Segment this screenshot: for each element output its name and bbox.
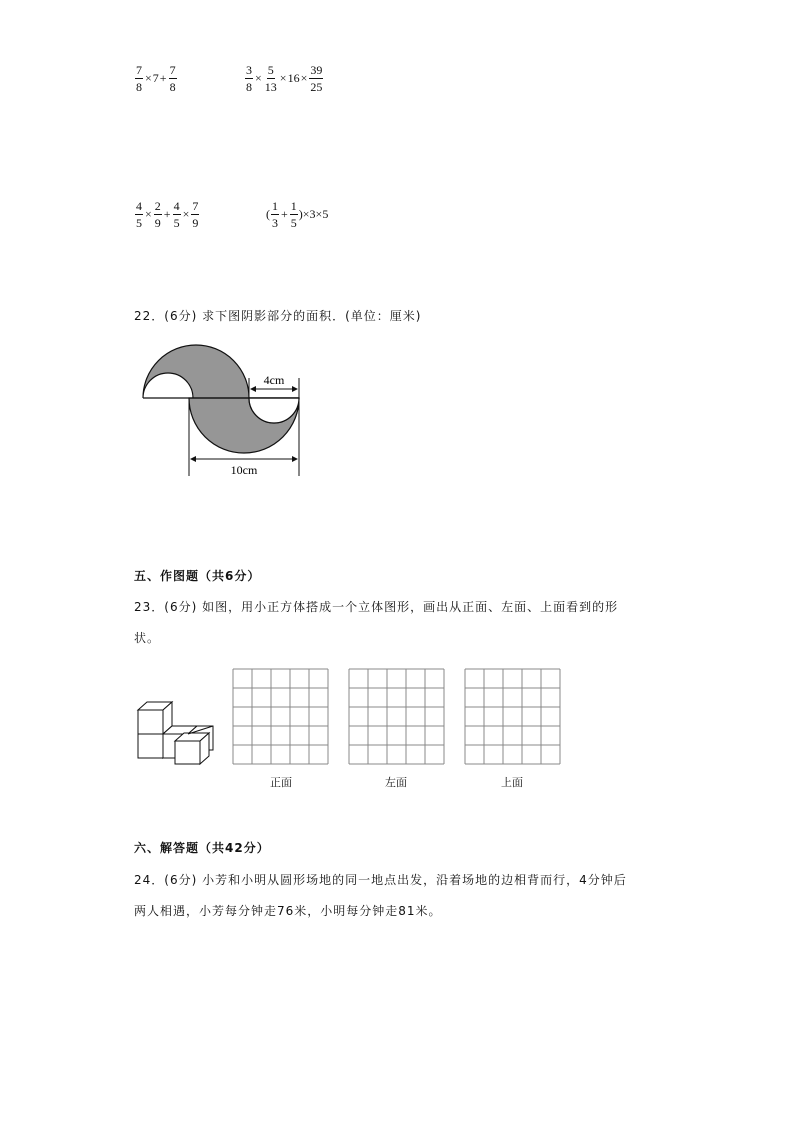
fraction: $\frac{7}{9}$: [192, 199, 199, 230]
view-label-front: 正面: [270, 776, 292, 789]
front-view-grid: [233, 669, 328, 764]
fraction: $\frac{4}{5}$: [136, 199, 142, 230]
fraction: $\frac{7}{8}$: [169, 63, 176, 94]
top-view-grid: [465, 669, 560, 764]
dimension-10cm-label: 10cm: [230, 463, 258, 477]
fraction: $\frac{1}{3}$: [272, 199, 278, 230]
fraction: $\frac{3}{8}$: [246, 63, 252, 94]
fraction: $\frac{5}{13}$: [264, 63, 277, 94]
dimension-4cm-label: 4cm: [263, 373, 285, 387]
expression-3: $\frac{4}{5}$ × $\frac{2}{9}$ + $\frac{4}{5}$ × $\frac{7}{9}$: [136, 199, 199, 230]
view-label-left: 左面: [385, 776, 407, 789]
expression-2: $\frac{3}{8}$ × $\frac{5}{13}$ × 16 × $\frac{39}{25}$: [246, 63, 323, 94]
question-23-line-2: 状。: [134, 631, 161, 645]
fraction: $\frac{2}{9}$: [154, 199, 161, 230]
cube-stack-figure: [138, 702, 213, 764]
question-23-line-1: 23．(6分) 如图，用小正方体搭成一个立体图形，画出从正面、左面、上面看到的形: [134, 600, 619, 614]
question-24-line-2: 两人相遇，小芳每分钟走76米，小明每分钟走81米。: [134, 904, 442, 918]
left-view-grid: [349, 669, 444, 764]
section-5-title: 五、作图题（共6分）: [134, 569, 261, 583]
fraction: $\frac{7}{8}$: [136, 63, 142, 94]
fraction: $\frac{4}{5}$: [173, 199, 180, 230]
fraction: $\frac{1}{5}$: [290, 199, 297, 230]
expression-1: $\frac{7}{8}$ × 7 + $\frac{7}{8}$: [136, 63, 176, 94]
view-grids: [233, 669, 560, 764]
fraction: $\frac{39}{25}$: [310, 63, 323, 94]
question-22-text: 22．(6分) 求下图阴影部分的面积．(单位：厘米): [134, 309, 422, 323]
view-label-top: 上面: [501, 776, 523, 789]
expression-4: ( $\frac{1}{3}$ + $\frac{1}{5}$ )×3×5: [266, 199, 329, 230]
section-6-title: 六、解答题（共42分）: [134, 841, 270, 855]
question-24-line-1: 24．(6分) 小芳和小明从圆形场地的同一地点出发，沿着场地的边相背而行，4分钟后: [134, 873, 627, 887]
